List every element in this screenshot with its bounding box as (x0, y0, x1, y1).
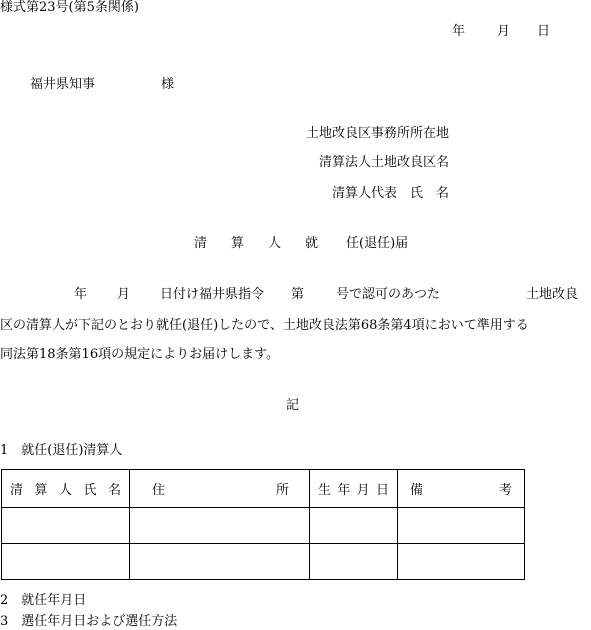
header-remarks (398, 470, 525, 508)
addressee-honorific: 様 (161, 77, 175, 92)
header-char: 生 (318, 483, 332, 498)
cell-liquidator-name[interactable] (2, 544, 130, 580)
table-row (2, 508, 525, 544)
body-line-2: 区の清算人が下記のとおり就任(退任)したので、土地改良法第68条第4項において準用する (0, 318, 529, 333)
table-row (2, 544, 525, 580)
cell-birthdate[interactable] (310, 544, 398, 580)
table-header-row (2, 470, 525, 508)
date-month: 月 (497, 24, 511, 39)
header-char: 算 (34, 483, 48, 498)
title-char: 算 (231, 236, 245, 251)
addressee (30, 77, 174, 93)
header-birthdate (310, 470, 398, 508)
body-year: 年 (74, 287, 88, 302)
header-char: 清 (10, 483, 24, 498)
body-line-1 (0, 287, 578, 303)
liquidator-table (1, 469, 525, 580)
section-1-heading: 1 就任(退任)清算人 (0, 443, 123, 458)
cell-liquidator-name[interactable] (2, 508, 130, 544)
section-3-heading: 3 選任年月日および選任方法 (0, 614, 178, 629)
title-char: 人 (268, 236, 282, 251)
sender-office-location: 土地改良区事務所所在地 (305, 126, 449, 141)
sender-district-name: 清算法人土地改良区名 (318, 155, 449, 170)
cell-birthdate[interactable] (310, 508, 398, 544)
date-year: 年 (452, 24, 466, 39)
header-char: 考 (498, 483, 512, 498)
document-title (194, 236, 408, 252)
title-char: 任(退任)届 (346, 236, 409, 251)
addressee-name: 福井県知事 (30, 77, 96, 92)
body-dai: 第 (291, 287, 305, 302)
header-liquidator-name (2, 470, 130, 508)
sender-representative: 清算人代表 氏 名 (331, 186, 449, 201)
header-char: 日 (375, 483, 389, 498)
header-char: 住 (152, 483, 166, 498)
body-approval: 号で認可のあつた (336, 287, 441, 302)
cell-remarks[interactable] (398, 508, 525, 544)
title-char: 就 (305, 236, 319, 251)
body-land-improvement: 土地改良 (526, 287, 579, 302)
header-char: 人 (58, 483, 72, 498)
date-day: 日 (537, 24, 551, 39)
header-char: 年 (337, 483, 351, 498)
title-char: 清 (194, 236, 208, 251)
ki-heading: 記 (286, 398, 300, 413)
header-char: 氏 (83, 483, 97, 498)
header-char: 備 (410, 483, 424, 498)
section-2-heading: 2 就任年月日 (0, 593, 87, 608)
header-address (130, 470, 310, 508)
body-line-3: 同法第18条第16項の規定によりお届けします。 (0, 347, 280, 362)
cell-remarks[interactable] (398, 544, 525, 580)
header-char: 所 (275, 483, 289, 498)
cell-address[interactable] (130, 544, 310, 580)
cell-address[interactable] (130, 508, 310, 544)
date-line (452, 24, 550, 40)
body-date-ref: 日付け福井県指令 (160, 287, 265, 302)
header-char: 名 (107, 483, 121, 498)
body-month: 月 (117, 287, 131, 302)
header-char: 月 (356, 483, 370, 498)
form-number: 様式第23号(第5条関係) (0, 0, 139, 15)
